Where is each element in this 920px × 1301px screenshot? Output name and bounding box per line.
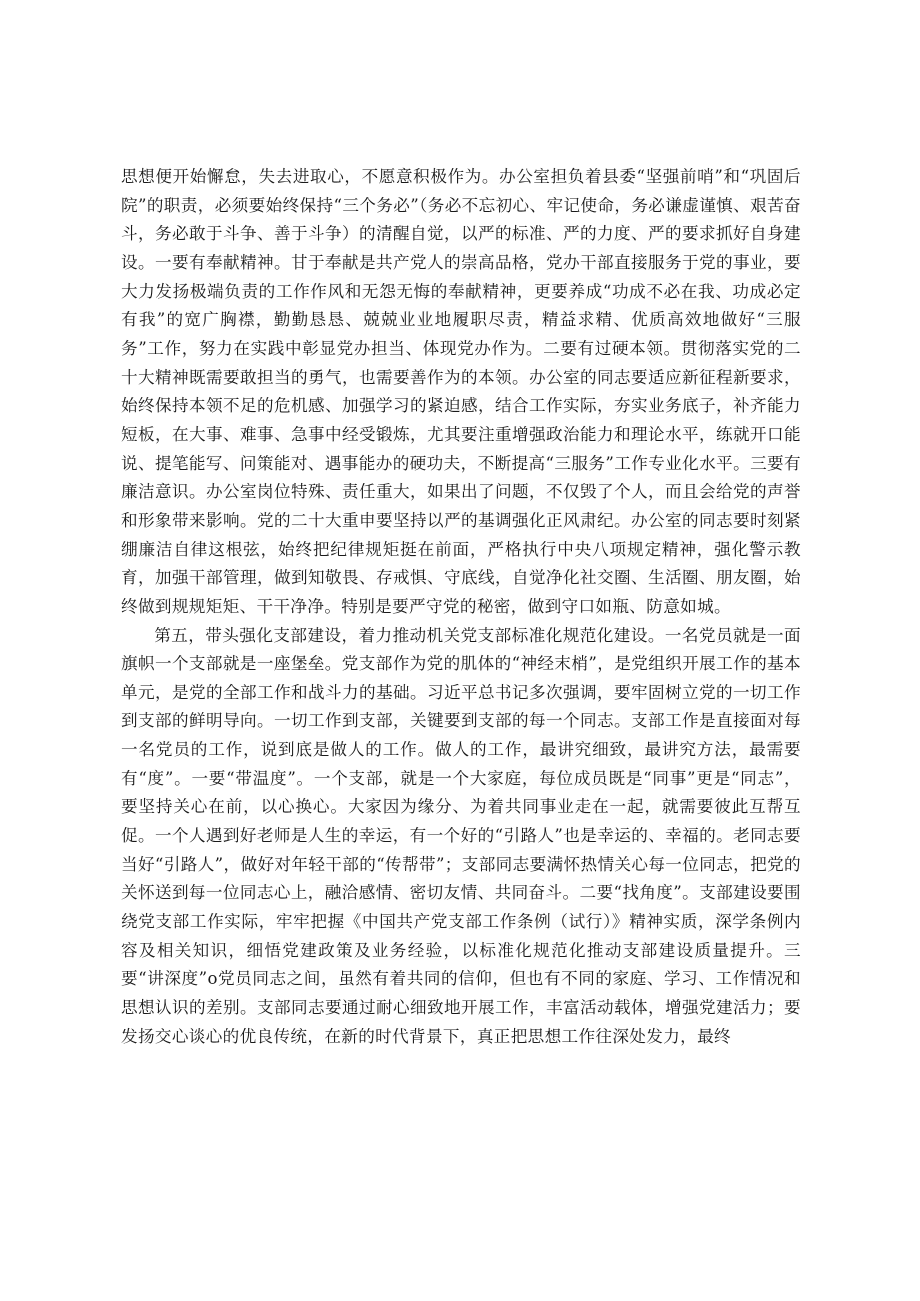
paragraph-continuation: 思想便开始懈怠，失去进取心，不愿意积极作为。办公室担负着县委“坚强前哨”和“巩固后院”的职责，必须要始终保持“三个务必”（务必不忘初心、牢记使命，务必谦虚谨慎、艰苦奋斗，务必敢于斗争、善于斗争）的清醒自觉，以严的标准、严的力度、严的要求抓好自身建设。一要有奉献精神。甘于奉献是共产党人的崇高品格，党办干部直接服务于党的事业，要大力发扬极端负责的工作作风和无怨无悔的奉献精神，更要养成“功成不必在我、功成必定有我”的宽广胸襟，勤勤恳恳、兢兢业业地履职尽责，精益求精、优质高效地做好“三服务”工作，努力在实践中彰显党办担当、体现党办作为。二要有过硬本领。贯彻落实党的二十大精神既需要敢担当的勇气，也需要善作为的本领。办公室的同志要适应新征程新要求，始终保持本领不足的危机感、加强学习的紧迫感，结合工作实际，夯实业务底子，补齐能力短板，在大事、难事、急事中经受锻炼，尤其要注重增强政治能力和理论水平，练就开口能说、提笔能写、问策能对、遇事能办的硬功夫，不断提高“三服务”工作专业化水平。三要有廉洁意识。办公室岗位特殊、责任重大，如果出了问题，不仅毁了个人，而且会给党的声誉和形象带来影响。党的二十大重申要坚持以严的基调强化正风肃纪。办公室的同志要时刻紧绷廉洁自律这根弦，始终把纪律规矩挺在前面，严格执行中央八项规定精神，强化警示教育，加强干部管理，做到知敬畏、存戒惧、守底线，自觉净化社交圈、生活圈、朋友圈，始终做到规规矩矩、干干净净。特别是要严守党的秘密，做到守口如瓶、防意如城。 — [121, 167, 801, 616]
paragraph-fifth-point: 第五，带头强化支部建设，着力推动机关党支部标准化规范化建设。一名党员就是一面旗帜一个支部就是一座堡垒。党支部作为党的肌体的“神经末梢”，是党组织开展工作的基本单元，是党的全部工作和战斗力的基础。习近平总书记多次强调，要牢固树立党的一切工作到支部的鲜明导向。一切工作到支部，关键要到支部的每一个同志。支部工作是直接面对每一名党员的工作，说到底是做人的工作。做人的工作，最讲究细致，最讲究方法，最需要有“度”。一要“带温度”。一个支部，就是一个大家庭，每位成员既是“同事”更是“同志”，要坚持关心在前，以心换心。大家因为缘分、为着共同事业走在一起，就需要彼此互帮互促。一个人遇到好老师是人生的幸运，有一个好的“引路人”也是幸运的、幸福的。老同志要当好“引路人”，做好对年轻干部的“传帮带”；支部同志要满怀热情关心每一位同志，把党的关怀送到每一位同志心上，融洽感情、密切友情、共同奋斗。二要“找角度”。支部建设要围绕党支部工作实际，牢牢把握《中国共产党支部工作条例（试行）》精神实质，深学条例内容及相关知识，细悟党建政策及业务经验，以标准化规范化推动支部建设质量提升。三要“讲深度”o党员同志之间，虽然有着共同的信仰，但也有不同的家庭、学习、工作情况和思想认识的差别。支部同志要通过耐心细致地开展工作，丰富活动载体，增强党建活力；要发扬交心谈心的优良传统，在新的时代背景下，真正把思想工作往深处发力，最终 — [121, 625, 801, 1046]
document-page — [121, 163, 801, 1051]
